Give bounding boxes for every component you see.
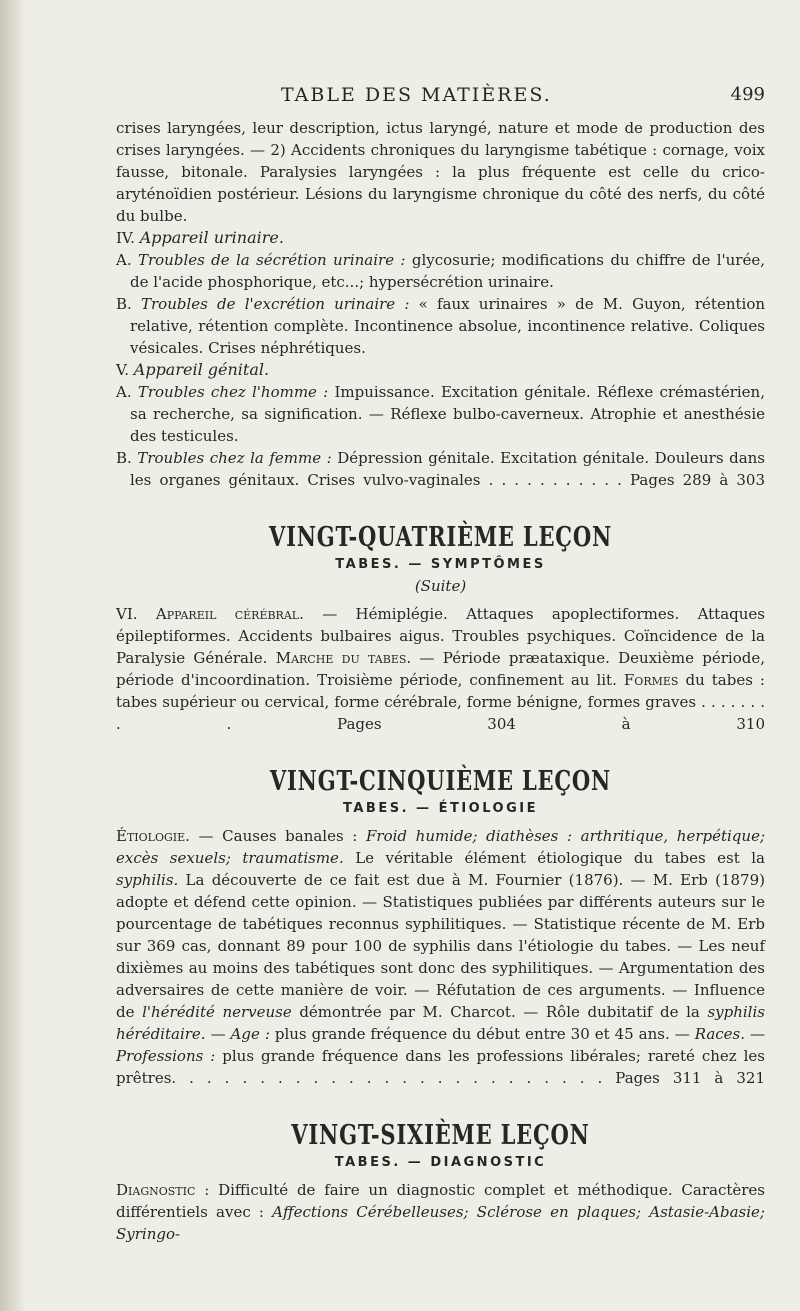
etiologie-heading: Étiologie.	[116, 827, 190, 845]
etio-text-8: plus grande fréquence dans les professions libérales; rareté chez les prêtres. . . . . . . . . . . . . . . . . . . . . . . . . Pages 311 à 321	[116, 1047, 765, 1087]
section-v-b	[116, 447, 765, 491]
lecon-24-body	[116, 603, 765, 735]
marche-text: — Période præataxique. Deuxième période, période d'incoordination. Troisième période, confinement au lit.	[116, 649, 765, 689]
section-iv-title: Appareil urinaire.	[139, 228, 284, 247]
etio-text-5: —	[210, 1025, 226, 1043]
formes-text: du tabes : tabes supérieur ou cervical, forme cérébrale, forme bénigne, formes graves . . . . . . . . . Pages 304 à 310	[116, 671, 765, 733]
etio-italic-2: syphilis.	[116, 871, 179, 889]
lecon-26-body	[116, 1179, 765, 1245]
section-v-a	[116, 381, 765, 447]
section-iv-a	[116, 249, 765, 293]
lecon-25-body	[116, 825, 765, 1089]
page-edge-shadow	[0, 0, 26, 1311]
iv-a-text: glycosurie; modifications du chiffre de l'urée, de l'acide phosphorique, etc...; hypersécrétion urinaire.	[130, 251, 765, 291]
section-iv-heading	[116, 227, 765, 249]
book-page	[116, 0, 765, 1311]
iv-a-title: Troubles de la sécrétion urinaire :	[137, 251, 406, 269]
v-a-lead: A.	[116, 383, 132, 401]
iv-b-lead: B.	[116, 295, 132, 313]
section-v-title: Appareil génital.	[133, 360, 270, 379]
section-v-number: V.	[116, 361, 129, 379]
formes-heading: Formes	[623, 671, 679, 689]
lecon-26-title: VINGT-SIXIÈME LEÇON	[291, 1120, 590, 1151]
etio-text-6: plus grande fréquence du début entre 30 et 45 ans. —	[274, 1025, 690, 1043]
diag-italic: Affections Cérébelleuses; Sclérose en plaques; Astasie-Abasie; Syringo-	[116, 1203, 765, 1243]
etio-text-2: Le véritable élément étiologique du tabes est la	[355, 849, 765, 867]
lecon-24-title: VINGT-QUATRIÈME LEÇON	[269, 522, 612, 553]
iv-a-lead: A.	[116, 251, 132, 269]
etio-text-1: — Causes banales :	[198, 827, 358, 845]
etio-text-7: —	[750, 1025, 765, 1043]
diag-text: Difficulté de faire un diagnostic complet et méthodique. Caractères différentiels avec :	[116, 1181, 765, 1221]
laryngeal-paragraph: crises laryngées, leur description, ictus laryngé, nature et mode de production des crises laryngées. — 2) Accidents chroniques du laryngisme tabétique : cornage, voix fausse, bitonale. Paralysies laryngées : la plus fréquente est celle du crico-aryténoïdien postérieur. Lésions du laryngisme chronique du côté des nerfs, du côté du bulbe.	[116, 119, 765, 225]
page-content	[116, 117, 765, 1245]
vi-heading: Appareil cérébral.	[155, 605, 304, 623]
etio-italic-5: Age :	[230, 1025, 270, 1043]
iv-b-text: « faux urinaires » de M. Guyon, rétention relative, rétention complète. Incontinence absolue, incontinence relative. Coliques vésicales. Crises néphrétiques.	[130, 295, 766, 357]
v-b-title: Troubles chez la femme :	[137, 449, 332, 467]
etio-text-4: démontrée par M. Charcot. — Rôle dubitatif de la	[299, 1003, 700, 1021]
etio-italic-7: Professions :	[116, 1047, 216, 1065]
v-a-title: Troubles chez l'homme :	[137, 383, 329, 401]
lecon-26-subtitle: TABES. — DIAGNOSTIC	[334, 1155, 547, 1170]
v-a-text: Impuissance. Excitation génitale. Réflexe crémastérien, sa recherche, sa signification. — Réflexe bulbo-caverneux. Atrophie et anesthésie des testicules.	[130, 383, 765, 445]
iv-b-title: Troubles de l'excrétion urinaire :	[141, 295, 410, 313]
lecon-24-subtitle: TABES. — SYMPTÔMES	[335, 557, 546, 572]
diagnostic-heading: Diagnostic :	[116, 1181, 210, 1199]
lecon-24-suite: (Suite)	[414, 577, 467, 595]
vi-number: VI.	[116, 605, 138, 623]
lecon-25-title: VINGT-CINQUIÈME LEÇON	[269, 766, 612, 797]
etio-text-3: La découverte de ce fait est due à M. Fournier (1876). — M. Erb (1879) adopte et défend cette opinion. — Statistiques publiées par différents auteurs sur le pourcentage de tabétiques reconnus syphilitiques. — Statistique récente de M. Erb sur 369 cas, donnant 89 pour 100 de syphilis dans l'étiologie du tabes. — Les neuf dixièmes au moins des tabétiques sont donc des syphilitiques. — Argumentation des adversaires de cette manière de voir. — Réfutation de ces arguments. — Influence de	[116, 871, 765, 1021]
v-b-lead: B.	[116, 449, 132, 467]
marche-heading: Marche du tabes.	[275, 649, 412, 667]
section-iv-b	[116, 293, 765, 359]
running-title: TABLE DES MATIÈRES.	[281, 84, 552, 106]
v-b-text: Dépression génitale. Excitation génitale. Douleurs dans les organes génitaux. Crises vulvo-vaginales . . . . . . . . . . . Pages 289 à 303	[130, 449, 765, 489]
etio-italic-4: syphilis héréditaire.	[116, 1003, 765, 1043]
etio-italic-6: Races.	[694, 1025, 746, 1043]
etio-italic-1: Froid humide; diathèses : arthritique, herpétique; excès sexuels; traumatisme.	[116, 827, 765, 867]
running-header	[116, 84, 765, 106]
etio-italic-3: l'hérédité nerveuse	[142, 1003, 292, 1021]
section-v-heading	[116, 359, 765, 381]
page-number: 499	[730, 84, 765, 105]
vi-text: — Hémiplégie. Attaques apoplectiformes. Attaques épileptiformes. Accidents bulbaires aigus. Troubles psychiques. Coïncidence de la Paralysie Générale.	[116, 605, 765, 667]
section-iv-number: IV.	[116, 229, 135, 247]
lecon-25-subtitle: TABES. — ÉTIOLOGIE	[343, 801, 538, 816]
